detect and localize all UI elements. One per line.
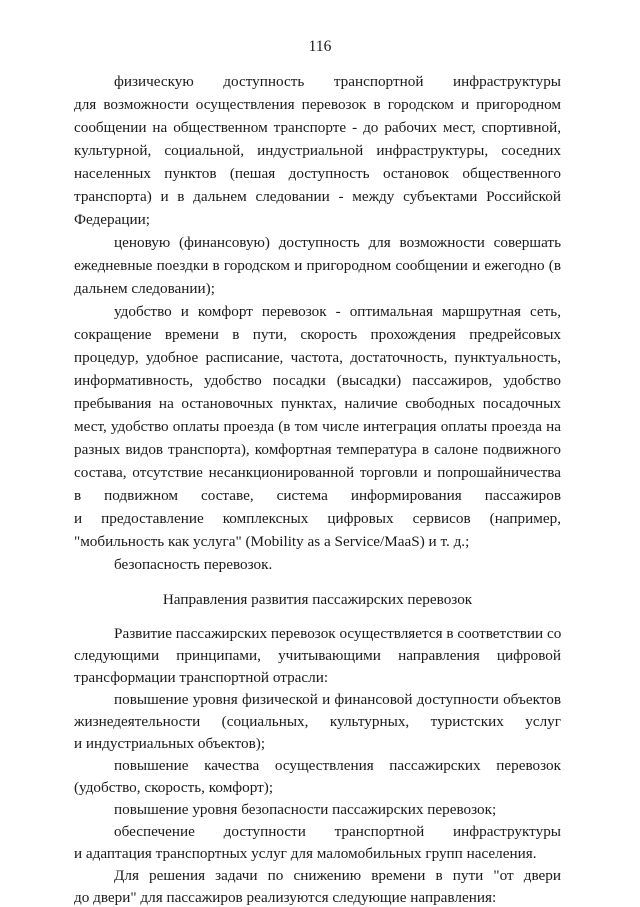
text-line: населенных пунктов (пешая доступность остановок общественного	[74, 165, 561, 182]
text-line: культурной, социальной, индустриальной инфраструктуры, соседних	[74, 142, 561, 159]
text-line: трансформации транспортной отрасли:	[74, 669, 329, 686]
text-line: безопасность перевозок.	[114, 556, 273, 573]
text-line: обеспечение доступности транспортной инфраструктуры	[114, 823, 561, 840]
text-line: повышение качества осуществления пассажирских перевозок	[114, 757, 561, 774]
text-line: жизнедеятельности (социальных, культурных, туристских услуг	[74, 713, 561, 730]
text-line: разных видов транспорта), комфортная температура в салоне подвижного	[74, 441, 561, 458]
text-line: пребывания на остановочных пунктах, наличие свободных посадочных	[74, 395, 561, 412]
text-line: мест, удобство оплаты проезда (в том числе интеграция оплаты проезда на	[74, 418, 561, 435]
text-line: и индустриальных объектов);	[74, 735, 266, 752]
text-line: повышение уровня безопасности пассажирских перевозок;	[114, 801, 497, 818]
text-line: "мобильность как услуга" (Mobility as a Service/MaaS) и т. д.;	[74, 533, 470, 550]
text-line: сокращение времени в пути, скорость прохождения предрейсовых	[74, 326, 561, 343]
text-line: до двери" для пассажиров реализуются следующие направления:	[74, 889, 497, 906]
text-line: Для решения задачи по снижению времени в пути "от двери	[114, 867, 561, 884]
text-line: транспорта) и в дальнем следовании - между субъектами Российской	[74, 188, 561, 205]
text-line: в подвижном составе, система информирования пассажиров	[74, 487, 561, 504]
text-line: сообщении на общественном транспорте - до рабочих мест, спортивной,	[74, 119, 561, 136]
text-line: для возможности осуществления перевозок в городском и пригородном	[74, 96, 561, 113]
text-line: Федерации;	[74, 211, 150, 228]
text-line: дальнем следовании);	[74, 280, 215, 297]
text-line: Развитие пассажирских перевозок осуществляется в соответствии со	[114, 625, 562, 642]
text-line: процедур, удобное расписание, частота, достаточность, пунктуальность,	[74, 349, 561, 366]
text-line: следующими принципами, учитывающими направления цифровой	[74, 647, 561, 664]
text-line: и предоставление комплексных цифровых сервисов (например,	[74, 510, 561, 527]
text-line: и адаптация транспортных услуг для маломобильных групп населения.	[74, 845, 537, 862]
text-line: информативность, удобство посадки (высадки) пассажиров, удобство	[74, 372, 561, 389]
text-line: удобство и комфорт перевозок - оптимальная маршрутная сеть,	[114, 303, 561, 320]
text-line: состава, отсутствие несанкционированной торговли и попрошайничества	[74, 464, 561, 481]
text-line: ежедневные поездки в городском и пригородном сообщении и ежегодно (в	[74, 257, 561, 274]
text-line: ценовую (финансовую) доступность для возможности совершать	[114, 234, 561, 251]
text-line: повышение уровня физической и финансовой доступности объектов	[114, 691, 561, 708]
section-heading: Направления развития пассажирских перевозок	[162, 591, 473, 608]
text-line: физическую доступность транспортной инфраструктуры	[114, 73, 561, 90]
text-line: (удобство, скорость, комфорт);	[74, 779, 274, 796]
page-number: 116	[308, 38, 332, 55]
